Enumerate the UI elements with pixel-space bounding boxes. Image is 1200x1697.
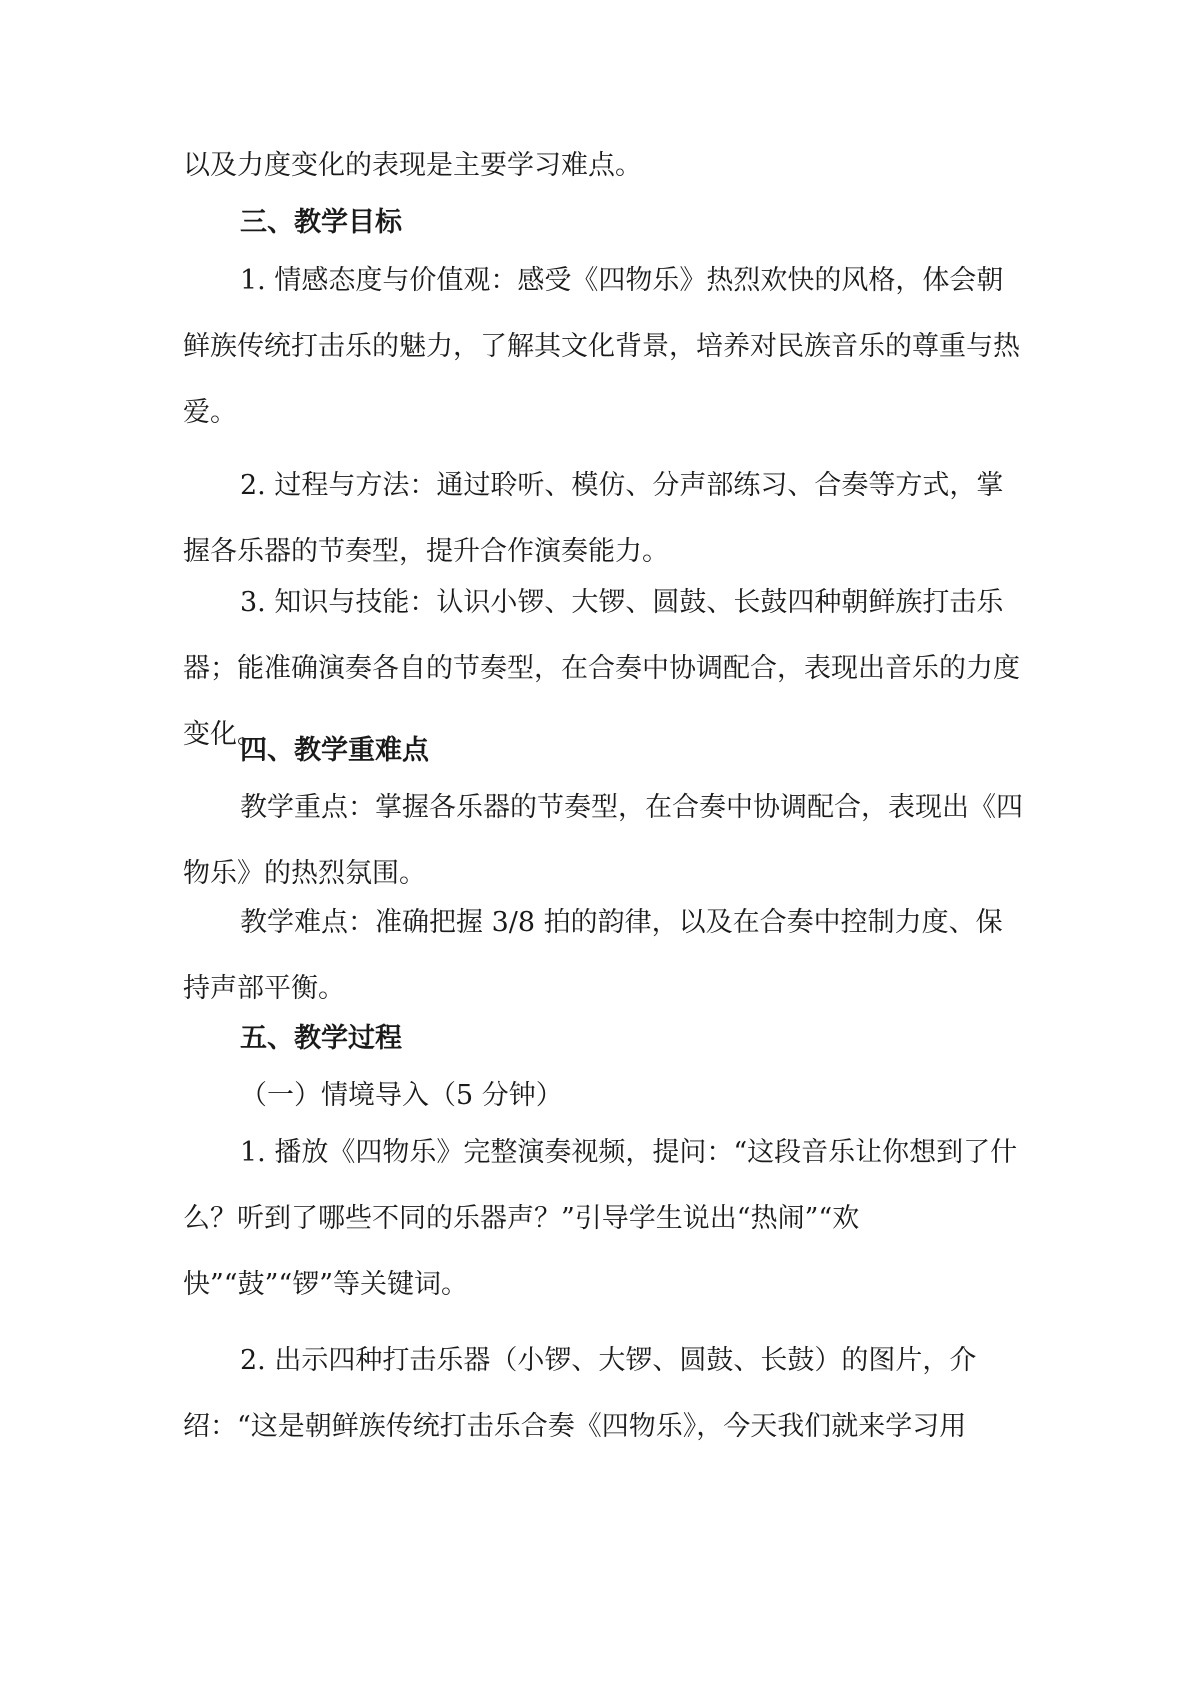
- difficulty-paragraph: 教学难点：准确把握 3/8 拍的韵律，以及在合奏中控制力度、保持声部平衡。: [183, 907, 1003, 1004]
- key-point-paragraph: 教学重点：掌握各乐器的节奏型，在合奏中协调配合，表现出《四物乐》的热烈氛围。: [183, 792, 1023, 889]
- process-step-2: 2. 出示四种打击乐器（小锣、大锣、圆鼓、长鼓）的图片，介绍：“这是朝鲜族传统打击乐合奏《四物乐》，今天我们就来学习用: [183, 1345, 977, 1442]
- section-heading-key-points: 四、教学重难点: [240, 735, 429, 766]
- section-heading-goals: 三、教学目标: [240, 207, 402, 238]
- goal-item-3: 3. 知识与技能：认识小锣、大锣、圆鼓、长鼓四种朝鲜族打击乐器；能准确演奏各自的节奏型，在合奏中协调配合，表现出音乐的力度变化。: [183, 587, 1020, 750]
- paragraph-continuation: 以及力度变化的表现是主要学习难点。: [183, 150, 642, 181]
- goal-item-1: 1. 情感态度与价值观：感受《四物乐》热烈欢快的风格，体会朝鲜族传统打击乐的魅力，了解其文化背景，培养对民族音乐的尊重与热爱。: [183, 265, 1020, 428]
- process-step-1: 1. 播放《四物乐》完整演奏视频，提问：“这段音乐让你想到了什么？听到了哪些不同的乐器声？”引导学生说出“热闹”“欢快”“鼓”“锣”等关键词。: [183, 1137, 1018, 1300]
- goal-item-2: 2. 过程与方法：通过聆听、模仿、分声部练习、合奏等方式，掌握各乐器的节奏型，提升合作演奏能力。: [183, 470, 1004, 567]
- section-heading-process: 五、教学过程: [240, 1023, 402, 1054]
- subsection-heading-intro: （一）情境导入（5 分钟）: [240, 1080, 563, 1111]
